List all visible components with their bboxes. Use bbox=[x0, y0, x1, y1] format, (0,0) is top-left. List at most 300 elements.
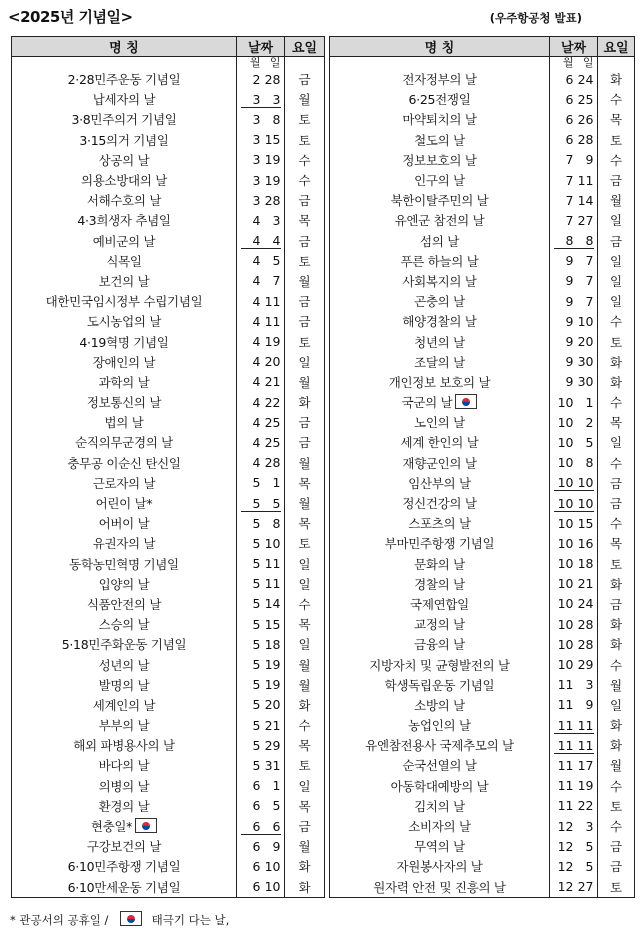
holiday-weekday: 목 bbox=[598, 109, 635, 129]
table-row bbox=[330, 614, 635, 634]
holiday-name-text: 6·10만세운동 기념일 bbox=[67, 879, 181, 895]
holiday-day: 10 bbox=[264, 535, 281, 551]
holiday-date bbox=[550, 392, 598, 412]
table-row bbox=[330, 453, 635, 473]
holiday-name-text: 마약퇴치의 날 bbox=[402, 112, 477, 128]
holiday-name bbox=[330, 372, 550, 392]
holiday-name-text: 어린이 날* bbox=[95, 496, 153, 512]
holiday-day: 8 bbox=[272, 515, 281, 531]
table-row bbox=[330, 432, 635, 452]
holiday-name bbox=[12, 695, 237, 715]
holiday-day: 4 bbox=[272, 233, 281, 249]
holiday-weekday: 화 bbox=[598, 69, 635, 89]
holiday-name-text: 충무공 이순신 탄신일 bbox=[67, 455, 181, 471]
holiday-name-text: 의병의 날 bbox=[98, 778, 150, 794]
table-row bbox=[330, 695, 635, 715]
holiday-month: 11 bbox=[557, 697, 574, 713]
holiday-date-underlined bbox=[554, 738, 594, 754]
table-row bbox=[330, 109, 635, 129]
holiday-name bbox=[12, 251, 237, 271]
holiday-month: 10 bbox=[557, 495, 574, 511]
holiday-day: 28 bbox=[264, 455, 281, 471]
table-row bbox=[330, 675, 635, 695]
holiday-name-text: 성년의 날 bbox=[98, 657, 150, 673]
holiday-month: 10 bbox=[557, 394, 574, 410]
sub-header-row bbox=[12, 57, 325, 70]
holiday-weekday: 금 bbox=[598, 836, 635, 856]
holiday-month: 4 bbox=[252, 253, 261, 269]
holiday-day: 20 bbox=[264, 354, 281, 370]
holiday-date bbox=[550, 473, 598, 493]
holiday-name-text: 예비군의 날 bbox=[92, 233, 156, 249]
table-row bbox=[330, 291, 635, 311]
holiday-name-text: 국군의 날 bbox=[401, 395, 453, 411]
holiday-weekday: 일 bbox=[285, 776, 325, 796]
holiday-date bbox=[237, 109, 285, 129]
holiday-name bbox=[12, 291, 237, 311]
table-body-left bbox=[12, 57, 325, 898]
holiday-name bbox=[330, 109, 550, 129]
holiday-date bbox=[550, 311, 598, 331]
holiday-name-text: 납세자의 날 bbox=[92, 92, 156, 108]
holiday-date bbox=[237, 231, 285, 251]
table-row bbox=[12, 170, 325, 190]
holiday-weekday: 수 bbox=[598, 816, 635, 836]
holiday-weekday: 수 bbox=[598, 654, 635, 674]
holiday-day: 24 bbox=[577, 596, 594, 612]
sub-header-row bbox=[330, 57, 635, 70]
holiday-name bbox=[330, 352, 550, 372]
holiday-date bbox=[550, 493, 598, 513]
sub-day-label: 일 bbox=[269, 56, 281, 69]
holiday-date bbox=[550, 412, 598, 432]
holiday-month: 9 bbox=[565, 374, 574, 390]
holiday-date bbox=[237, 715, 285, 735]
holiday-weekday: 금 bbox=[285, 190, 325, 210]
holiday-weekday: 토 bbox=[598, 554, 635, 574]
holiday-day: 28 bbox=[577, 132, 594, 148]
holiday-name-text: 인구의 날 bbox=[414, 173, 465, 189]
holiday-weekday: 수 bbox=[598, 776, 635, 796]
holiday-weekday: 토 bbox=[598, 331, 635, 351]
holiday-weekday: 목 bbox=[285, 735, 325, 755]
holiday-name bbox=[330, 210, 550, 230]
holiday-weekday: 목 bbox=[285, 513, 325, 533]
holiday-name bbox=[12, 130, 237, 150]
table-row bbox=[12, 574, 325, 594]
holiday-name-text: 장애인의 날 bbox=[92, 354, 156, 370]
holiday-name bbox=[12, 69, 237, 89]
holiday-month: 11 bbox=[557, 737, 574, 753]
holiday-weekday: 화 bbox=[598, 352, 635, 372]
holiday-name bbox=[330, 533, 550, 553]
holiday-name-text: 푸른 하늘의 날 bbox=[400, 253, 479, 269]
holiday-weekday: 토 bbox=[285, 533, 325, 553]
holiday-month: 6 bbox=[565, 111, 574, 127]
holiday-day: 19 bbox=[577, 778, 594, 794]
holiday-name bbox=[12, 715, 237, 735]
holiday-day: 3 bbox=[272, 212, 281, 228]
holidays-table-right bbox=[329, 36, 635, 898]
holiday-weekday: 토 bbox=[285, 755, 325, 775]
holiday-month: 6 bbox=[565, 132, 574, 148]
holiday-weekday: 화 bbox=[598, 614, 635, 634]
holiday-name-text: 조달의 날 bbox=[414, 354, 465, 370]
holiday-weekday: 화 bbox=[285, 877, 325, 898]
holiday-day: 30 bbox=[577, 354, 594, 370]
holiday-date bbox=[550, 89, 598, 109]
holiday-name-text: 과학의 날 bbox=[98, 374, 150, 390]
holiday-month: 6 bbox=[252, 858, 261, 874]
taeguk-symbol bbox=[142, 822, 150, 830]
holiday-day: 19 bbox=[264, 657, 281, 673]
holiday-weekday: 목 bbox=[285, 473, 325, 493]
holiday-name bbox=[330, 776, 550, 796]
table-row bbox=[330, 170, 635, 190]
holiday-weekday: 목 bbox=[285, 210, 325, 230]
holiday-weekday: 일 bbox=[598, 251, 635, 271]
holiday-month: 5 bbox=[252, 657, 261, 673]
holiday-date-underlined bbox=[241, 819, 281, 835]
holiday-name bbox=[330, 69, 550, 89]
table-row bbox=[330, 755, 635, 775]
holiday-date bbox=[237, 352, 285, 372]
table-row bbox=[330, 513, 635, 533]
holiday-weekday: 수 bbox=[285, 715, 325, 735]
holiday-month: 5 bbox=[252, 697, 261, 713]
holiday-day: 5 bbox=[272, 253, 281, 269]
holiday-date bbox=[550, 231, 598, 251]
holiday-day: 21 bbox=[264, 374, 281, 390]
holiday-date bbox=[550, 109, 598, 129]
holiday-date bbox=[237, 473, 285, 493]
holiday-name-text: 학생독립운동 기념일 bbox=[384, 677, 495, 693]
holiday-weekday: 월 bbox=[598, 755, 635, 775]
table-body-right bbox=[330, 57, 635, 898]
holiday-date bbox=[550, 877, 598, 898]
holiday-name-text: 경찰의 날 bbox=[414, 576, 465, 592]
holiday-month: 5 bbox=[252, 757, 261, 773]
holiday-date bbox=[550, 372, 598, 392]
holiday-month: 3 bbox=[252, 91, 261, 107]
holiday-name bbox=[330, 856, 550, 876]
holiday-weekday: 월 bbox=[598, 675, 635, 695]
holiday-date bbox=[550, 533, 598, 553]
holiday-weekday: 금 bbox=[285, 816, 325, 836]
holiday-name bbox=[12, 755, 237, 775]
holiday-month: 12 bbox=[557, 858, 574, 874]
holiday-name-text: 재향군인의 날 bbox=[402, 455, 477, 471]
holiday-date-underlined bbox=[241, 233, 281, 249]
holiday-name-text: 유권자의 날 bbox=[92, 536, 156, 552]
holiday-month: 10 bbox=[557, 657, 574, 673]
holiday-date bbox=[237, 453, 285, 473]
holiday-month: 4 bbox=[252, 293, 261, 309]
holiday-month: 4 bbox=[252, 334, 261, 350]
holiday-weekday: 일 bbox=[598, 695, 635, 715]
holiday-month: 5 bbox=[252, 495, 261, 511]
holiday-name-text: 유엔군 참전의 날 bbox=[394, 213, 485, 229]
holiday-name bbox=[330, 331, 550, 351]
holiday-weekday: 수 bbox=[285, 150, 325, 170]
holiday-date bbox=[237, 594, 285, 614]
holiday-name bbox=[330, 190, 550, 210]
holiday-month: 5 bbox=[252, 737, 261, 753]
holiday-day: 10 bbox=[577, 495, 594, 511]
holiday-name-text: 식품안전의 날 bbox=[86, 596, 162, 612]
page-title: <2025년 기념일> bbox=[8, 8, 133, 26]
holiday-name-text: 4·19혁명 기념일 bbox=[79, 334, 169, 350]
holiday-month: 9 bbox=[565, 334, 574, 350]
holiday-name-text: 소비자의 날 bbox=[408, 819, 471, 835]
holiday-name-text: 대한민국임시정부 수립기념일 bbox=[45, 294, 203, 310]
holiday-name-text: 해외 파병용사의 날 bbox=[73, 738, 175, 754]
holiday-name bbox=[330, 877, 550, 898]
holiday-name bbox=[330, 836, 550, 856]
table-row bbox=[12, 493, 325, 513]
holiday-weekday: 수 bbox=[598, 311, 635, 331]
table-row bbox=[12, 130, 325, 150]
holiday-name-text: 해양경찰의 날 bbox=[402, 314, 477, 330]
holiday-day: 25 bbox=[264, 414, 281, 430]
table-row bbox=[330, 493, 635, 513]
holiday-month: 10 bbox=[557, 616, 574, 632]
holiday-month: 7 bbox=[565, 172, 574, 188]
holiday-date bbox=[550, 69, 598, 89]
holiday-name bbox=[330, 594, 550, 614]
holiday-name-text: 현충일* bbox=[90, 819, 133, 835]
holiday-date bbox=[237, 170, 285, 190]
holiday-day: 21 bbox=[264, 717, 281, 733]
sub-day-label: 일 bbox=[582, 56, 594, 69]
holiday-month: 12 bbox=[557, 838, 574, 854]
holiday-name bbox=[330, 654, 550, 674]
holiday-month: 5 bbox=[252, 596, 261, 612]
holiday-name-text: 농업인의 날 bbox=[408, 718, 471, 734]
holiday-day: 8 bbox=[585, 455, 594, 471]
header-date: 날짜 bbox=[237, 37, 285, 57]
holiday-day: 5 bbox=[585, 858, 594, 874]
holiday-name bbox=[12, 372, 237, 392]
holiday-name-text: 무역의 날 bbox=[414, 839, 465, 855]
holiday-day: 7 bbox=[272, 273, 281, 289]
holiday-weekday: 수 bbox=[598, 150, 635, 170]
table-row bbox=[12, 150, 325, 170]
holiday-date bbox=[550, 836, 598, 856]
table-row bbox=[330, 331, 635, 351]
holiday-month: 11 bbox=[557, 757, 574, 773]
holiday-name bbox=[330, 816, 550, 836]
holiday-day: 1 bbox=[272, 778, 281, 794]
holiday-date bbox=[237, 554, 285, 574]
holiday-day: 20 bbox=[264, 697, 281, 713]
holiday-name bbox=[12, 150, 237, 170]
holiday-name-text: 식목일 bbox=[106, 253, 142, 269]
table-row bbox=[12, 877, 325, 898]
holiday-name-text: 법의 날 bbox=[104, 415, 144, 431]
holiday-name-text: 철도의 날 bbox=[414, 132, 465, 148]
holiday-day: 3 bbox=[585, 818, 594, 834]
table-row bbox=[12, 190, 325, 210]
table-row bbox=[12, 432, 325, 452]
holiday-month: 9 bbox=[565, 273, 574, 289]
holiday-day: 3 bbox=[272, 91, 281, 107]
table-row bbox=[330, 473, 635, 493]
holiday-name-text: 2·28민주운동 기념일 bbox=[67, 72, 181, 88]
holiday-day: 25 bbox=[264, 434, 281, 450]
holiday-name-text: 유엔참전용사 국제추모의 날 bbox=[365, 738, 514, 754]
holiday-day: 5 bbox=[272, 495, 281, 511]
holiday-name-text: 보건의 날 bbox=[98, 273, 150, 289]
holiday-date-underlined bbox=[554, 718, 594, 734]
holiday-month: 7 bbox=[565, 192, 574, 208]
holiday-name-text: 섬의 날 bbox=[420, 233, 459, 249]
holiday-date bbox=[550, 331, 598, 351]
holiday-name bbox=[330, 675, 550, 695]
holiday-weekday: 일 bbox=[598, 271, 635, 291]
sub-month-label: 월 bbox=[249, 56, 261, 69]
holiday-name bbox=[330, 715, 550, 735]
holiday-name bbox=[330, 614, 550, 634]
holiday-weekday: 수 bbox=[598, 513, 635, 533]
holiday-name-text: 임산부의 날 bbox=[408, 475, 471, 491]
holiday-name bbox=[12, 412, 237, 432]
holiday-day: 27 bbox=[577, 212, 594, 228]
holiday-month: 10 bbox=[557, 535, 574, 551]
holiday-date bbox=[550, 210, 598, 230]
holiday-weekday: 월 bbox=[285, 271, 325, 291]
holiday-name-text: 도시농업의 날 bbox=[86, 314, 162, 330]
holiday-date bbox=[550, 755, 598, 775]
holiday-name-text: 노인의 날 bbox=[414, 415, 465, 431]
table-row bbox=[12, 735, 325, 755]
holiday-month: 6 bbox=[252, 798, 261, 814]
holiday-weekday: 화 bbox=[285, 856, 325, 876]
table-row bbox=[12, 352, 325, 372]
holiday-name bbox=[12, 877, 237, 898]
holiday-date bbox=[237, 150, 285, 170]
holiday-day: 21 bbox=[577, 576, 594, 592]
table-row bbox=[330, 836, 635, 856]
holiday-month: 3 bbox=[252, 152, 261, 168]
holiday-day: 7 bbox=[585, 253, 594, 269]
holiday-weekday: 토 bbox=[285, 331, 325, 351]
holiday-name bbox=[330, 634, 550, 654]
holiday-day: 14 bbox=[264, 596, 281, 612]
holiday-weekday: 목 bbox=[285, 614, 325, 634]
holiday-month: 6 bbox=[252, 838, 261, 854]
table-row bbox=[12, 816, 325, 836]
sub-header-blank bbox=[12, 57, 237, 70]
holiday-month: 3 bbox=[252, 192, 261, 208]
holiday-weekday: 화 bbox=[285, 392, 325, 412]
holiday-name-text: 구강보건의 날 bbox=[86, 839, 162, 855]
holiday-day: 20 bbox=[577, 334, 594, 350]
holiday-day: 6 bbox=[272, 818, 281, 834]
holiday-day: 18 bbox=[264, 636, 281, 652]
table-row bbox=[330, 190, 635, 210]
holiday-day: 19 bbox=[264, 152, 281, 168]
holiday-name-text: 근로자의 날 bbox=[92, 475, 156, 491]
holiday-weekday: 금 bbox=[285, 412, 325, 432]
holiday-day: 28 bbox=[264, 71, 281, 87]
holiday-name bbox=[330, 493, 550, 513]
holiday-day: 27 bbox=[577, 879, 594, 895]
holiday-weekday: 토 bbox=[598, 877, 635, 898]
holiday-date bbox=[237, 816, 285, 836]
holiday-day: 11 bbox=[577, 172, 594, 188]
holiday-name-text: 세계 한인의 날 bbox=[400, 435, 479, 451]
holiday-month: 11 bbox=[557, 677, 574, 693]
holiday-date-underlined bbox=[241, 496, 281, 512]
table-row bbox=[330, 69, 635, 89]
holiday-weekday: 월 bbox=[285, 453, 325, 473]
holiday-day: 15 bbox=[577, 515, 594, 531]
holiday-date bbox=[550, 170, 598, 190]
holiday-name-text: 부마민주항쟁 기념일 bbox=[384, 536, 495, 552]
holiday-day: 9 bbox=[272, 838, 281, 854]
holiday-date bbox=[550, 271, 598, 291]
holiday-date bbox=[550, 432, 598, 452]
holiday-day: 9 bbox=[585, 697, 594, 713]
holiday-weekday: 화 bbox=[598, 634, 635, 654]
table-row bbox=[12, 231, 325, 251]
holiday-month: 10 bbox=[557, 475, 574, 491]
holiday-weekday: 화 bbox=[598, 735, 635, 755]
holiday-month: 4 bbox=[252, 212, 261, 228]
table-row bbox=[12, 311, 325, 331]
holiday-name-text: 원자력 안전 및 진흥의 날 bbox=[373, 879, 506, 895]
holiday-weekday: 수 bbox=[285, 170, 325, 190]
holiday-name-text: 동학농민혁명 기념일 bbox=[69, 556, 179, 572]
holiday-date bbox=[237, 675, 285, 695]
holiday-name-text: 곤충의 날 bbox=[414, 294, 465, 310]
holiday-name bbox=[12, 89, 237, 109]
holiday-month: 5 bbox=[252, 576, 261, 592]
holiday-date bbox=[550, 715, 598, 735]
holiday-month: 4 bbox=[252, 374, 261, 390]
table-row bbox=[12, 331, 325, 351]
holiday-weekday: 금 bbox=[598, 856, 635, 876]
holiday-month: 6 bbox=[252, 778, 261, 794]
holiday-month: 5 bbox=[252, 556, 261, 572]
holiday-date bbox=[237, 856, 285, 876]
holiday-name-text: 국제연합일 bbox=[410, 596, 469, 612]
holiday-weekday: 화 bbox=[598, 715, 635, 735]
table-row bbox=[12, 695, 325, 715]
holiday-weekday: 화 bbox=[598, 574, 635, 594]
holiday-day: 18 bbox=[577, 556, 594, 572]
holiday-date bbox=[550, 816, 598, 836]
holiday-name-text: 소방의 날 bbox=[414, 697, 465, 713]
holiday-date bbox=[237, 190, 285, 210]
holiday-name-text: 3·8민주의거 기념일 bbox=[71, 112, 177, 128]
holiday-date bbox=[550, 856, 598, 876]
holiday-name bbox=[12, 493, 237, 513]
holiday-day: 5 bbox=[585, 434, 594, 450]
sub-header-blank bbox=[285, 57, 325, 70]
holiday-month: 12 bbox=[557, 818, 574, 834]
holiday-weekday: 화 bbox=[285, 695, 325, 715]
table-row bbox=[330, 352, 635, 372]
holiday-month: 9 bbox=[565, 354, 574, 370]
holiday-day: 25 bbox=[577, 91, 594, 107]
taegukgi-flag-icon bbox=[120, 911, 142, 926]
holiday-date bbox=[237, 836, 285, 856]
holiday-name bbox=[12, 554, 237, 574]
holiday-date bbox=[237, 412, 285, 432]
holiday-month: 4 bbox=[252, 233, 261, 249]
